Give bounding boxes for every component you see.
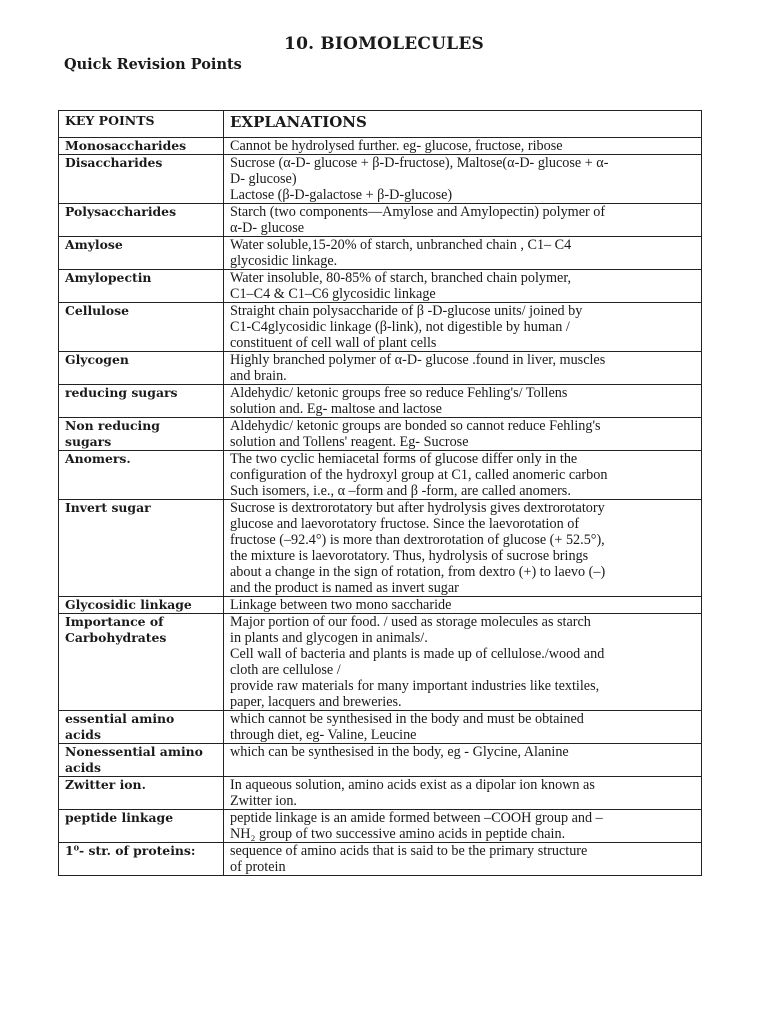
explanation-cell <box>224 138 702 155</box>
table-row <box>59 204 702 237</box>
explanation-line: and the product is named as invert sugar <box>230 580 459 596</box>
key-point-cell <box>59 711 224 744</box>
explanation-line: In aqueous solution, amino acids exist as a dipolar ion known as <box>230 777 595 793</box>
explanation-line: Linkage between two mono saccharide <box>230 597 452 613</box>
key-point-cell <box>59 204 224 237</box>
key-point-line: Amylose <box>65 237 123 252</box>
key-point-line: acids <box>65 760 101 775</box>
explanation-line: provide raw materials for many important industries like textiles, <box>230 678 600 694</box>
explanation-line: Lactose (β-D-galactose + β-D-glucose) <box>230 187 453 203</box>
explanation-line: Highly branched polymer of α-D- glucose .found in liver, muscles <box>230 352 606 368</box>
explanation-line: about a change in the sign of rotation, from dextro (+) to laevo (–) <box>230 564 606 580</box>
table-row <box>59 711 702 744</box>
explanation-cell <box>224 237 702 270</box>
explanation-line: peptide linkage is an amide formed between –COOH group and – <box>230 810 603 826</box>
key-point-line: Cellulose <box>65 303 129 318</box>
key-point-cell <box>59 418 224 451</box>
table-body <box>59 138 702 876</box>
key-point-line: Glycogen <box>65 352 129 367</box>
key-point-line: Nonessential amino <box>65 744 203 759</box>
key-point-cell <box>59 744 224 777</box>
explanation-line: fructose (–92.4°) is more than dextrorotation of glucose (+ 52.5°), <box>230 532 605 548</box>
explanation-line: Aldehydic/ ketonic groups free so reduce Fehling's/ Tollens <box>230 385 568 401</box>
explanation-line: Starch (two components—Amylose and Amylopectin) polymer of <box>230 204 606 220</box>
explanation-line: glycosidic linkage. <box>230 253 338 269</box>
key-point-cell <box>59 237 224 270</box>
key-point-cell <box>59 138 224 155</box>
explanation-cell <box>224 352 702 385</box>
table-row <box>59 500 702 597</box>
explanation-line: and brain. <box>230 368 287 384</box>
explanation-line: Major portion of our food. / used as storage molecules as starch <box>230 614 591 630</box>
table-row <box>59 270 702 303</box>
explanation-line: C1-C4glycosidic linkage (β-link), not digestible by human / <box>230 319 570 335</box>
explanation-line: the mixture is laevorotatory. Thus, hydrolysis of sucrose brings <box>230 548 589 564</box>
explanation-cell <box>224 270 702 303</box>
explanation-line: Such isomers, i.e., α –form and β -form, are called anomers. <box>230 483 571 499</box>
explanation-line: Aldehydic/ ketonic groups are bonded so cannot reduce Fehling's <box>230 418 601 434</box>
table-row <box>59 385 702 418</box>
table-row <box>59 418 702 451</box>
explanation-cell <box>224 418 702 451</box>
explanation-cell <box>224 614 702 711</box>
key-point-cell <box>59 270 224 303</box>
explanation-line: glucose and laevorotatory fructose. Since the laevorotation of <box>230 516 580 532</box>
page-title: 10. BIOMOLECULES <box>284 34 484 54</box>
table-row <box>59 744 702 777</box>
key-point-line: peptide linkage <box>65 810 174 825</box>
explanation-cell <box>224 810 702 843</box>
table-row <box>59 138 702 155</box>
explanation-line: NH₂ group of two successive amino acids in peptide chain. <box>230 826 566 842</box>
key-point-line: Amylopectin <box>65 270 152 285</box>
key-point-cell <box>59 352 224 385</box>
key-point-line: Polysaccharides <box>65 204 177 219</box>
explanation-line: in plants and glycogen in animals/. <box>230 630 428 646</box>
explanation-cell <box>224 777 702 810</box>
key-point-line: Monosaccharides <box>65 138 187 153</box>
header-explanations: EXPLANATIONS <box>224 111 702 138</box>
key-point-cell <box>59 597 224 614</box>
explanation-line: configuration of the hydroxyl group at C1, called anomeric carbon <box>230 467 608 483</box>
key-point-line: Invert sugar <box>65 500 151 515</box>
explanation-line: constituent of cell wall of plant cells <box>230 335 437 351</box>
page-subtitle: Quick Revision Points <box>64 56 242 73</box>
explanation-line: paper, lacquers and breweries. <box>230 694 402 710</box>
explanation-line: Cell wall of bacteria and plants is made up of cellulose./wood and <box>230 646 605 662</box>
explanation-line: through diet, eg- Valine, Leucine <box>230 727 417 743</box>
explanation-cell <box>224 155 702 204</box>
explanation-cell <box>224 843 702 876</box>
key-point-cell <box>59 777 224 810</box>
revision-table <box>58 110 702 876</box>
table-row <box>59 777 702 810</box>
key-point-line: Non reducing <box>65 418 160 433</box>
explanation-line: cloth are cellulose / <box>230 662 341 678</box>
key-point-line: Glycosidic linkage <box>65 597 192 612</box>
key-point-cell <box>59 303 224 352</box>
table-row <box>59 451 702 500</box>
explanation-line: α-D- glucose <box>230 220 305 236</box>
key-point-cell <box>59 614 224 711</box>
explanation-line: D- glucose) <box>230 171 297 187</box>
explanation-line: Water soluble,15-20% of starch, unbranched chain , C1– C4 <box>230 237 572 253</box>
key-point-cell <box>59 843 224 876</box>
key-point-line: acids <box>65 727 101 742</box>
table-row <box>59 303 702 352</box>
key-point-line: Anomers. <box>65 451 131 466</box>
explanation-line: Water insoluble, 80-85% of starch, branched chain polymer, <box>230 270 572 286</box>
table-row <box>59 843 702 876</box>
explanation-line: C1–C4 & C1–C6 glycosidic linkage <box>230 286 436 302</box>
explanation-cell <box>224 597 702 614</box>
explanation-cell <box>224 744 702 777</box>
key-point-line: Carbohydrates <box>65 630 167 645</box>
explanation-line: Sucrose (α-D- glucose + β-D-fructose), Maltose(α-D- glucose + α- <box>230 155 609 171</box>
key-point-line: reducing sugars <box>65 385 178 400</box>
key-point-cell <box>59 385 224 418</box>
explanation-line: Zwitter ion. <box>230 793 297 809</box>
explanation-line: The two cyclic hemiacetal forms of glucose differ only in the <box>230 451 578 467</box>
explanation-line: which cannot be synthesised in the body and must be obtained <box>230 711 584 727</box>
explanation-cell <box>224 385 702 418</box>
key-point-line: Importance of <box>65 614 164 629</box>
table-row <box>59 352 702 385</box>
key-point-cell <box>59 500 224 597</box>
explanation-cell <box>224 451 702 500</box>
explanation-cell <box>224 303 702 352</box>
table-row <box>59 155 702 204</box>
explanation-line: sequence of amino acids that is said to be the primary structure <box>230 843 588 859</box>
header-key-points: KEY POINTS <box>59 111 224 138</box>
table-header-row <box>59 111 702 138</box>
explanation-line: Cannot be hydrolysed further. eg- glucose, fructose, ribose <box>230 138 563 154</box>
explanation-line: Sucrose is dextrorotatory but after hydrolysis gives dextrorotatory <box>230 500 605 516</box>
table-row <box>59 614 702 711</box>
explanation-line: solution and. Eg- maltose and lactose <box>230 401 442 417</box>
explanation-line: solution and Tollens' reagent. Eg- Sucrose <box>230 434 469 450</box>
explanation-line: Straight chain polysaccharide of β -D-glucose units/ joined by <box>230 303 583 319</box>
explanation-line: which can be synthesised in the body, eg - Glycine, Alanine <box>230 744 569 760</box>
key-point-cell <box>59 451 224 500</box>
key-point-line: Zwitter ion. <box>65 777 146 792</box>
table-row <box>59 810 702 843</box>
key-point-line: sugars <box>65 434 112 449</box>
table-row <box>59 597 702 614</box>
key-point-line: essential amino <box>65 711 175 726</box>
key-point-cell <box>59 810 224 843</box>
key-point-line: 1⁰- str. of proteins: <box>65 843 196 858</box>
explanation-line: of protein <box>230 859 286 875</box>
explanation-cell <box>224 500 702 597</box>
key-point-cell <box>59 155 224 204</box>
explanation-cell <box>224 204 702 237</box>
explanation-cell <box>224 711 702 744</box>
key-point-line: Disaccharides <box>65 155 163 170</box>
table-row <box>59 237 702 270</box>
